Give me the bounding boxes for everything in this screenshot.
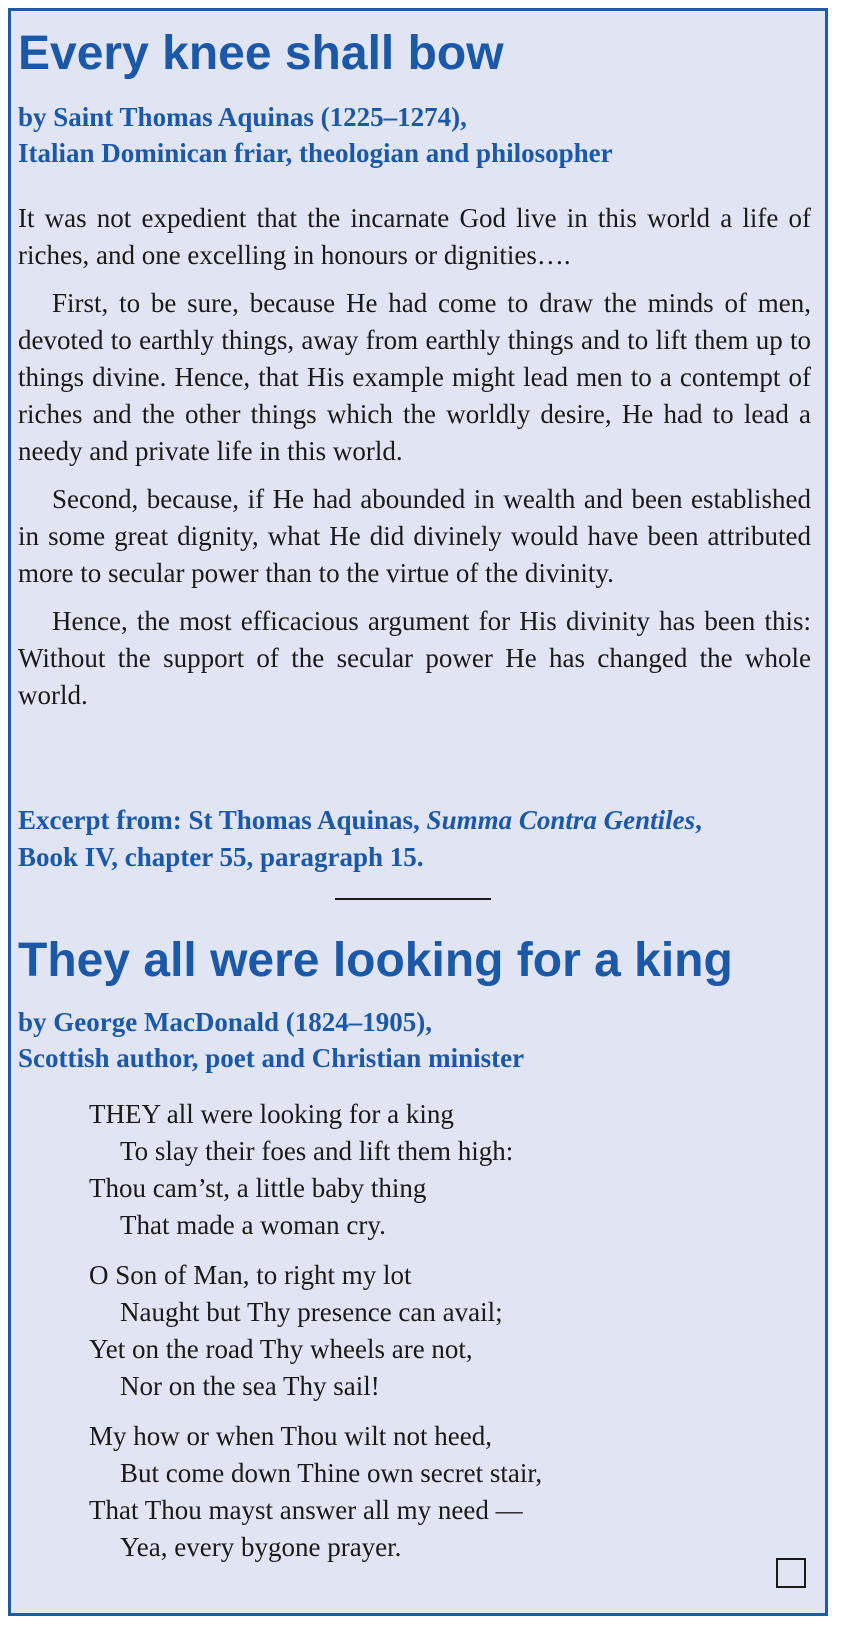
- paragraph: Hence, the most efficacious argument for His divinity has been this: Without the support of the secular power He has changed the whole world.: [18, 606, 811, 710]
- excerpt-prefix: Excerpt from: St Thomas Aquinas,: [18, 805, 427, 835]
- paragraph: Second, because, if He had abounded in wealth and been established in some great dignity, what He did divinely would have been attributed more to secular power than to the virtue of the divinity.: [18, 484, 811, 588]
- poem-stanza: [89, 1096, 542, 1244]
- article1-byline-desc: Italian Dominican friar, theologian and philosopher: [18, 138, 613, 168]
- end-mark-icon: [776, 1558, 806, 1588]
- excerpt-work-title: Summa Contra Gentiles: [426, 805, 696, 835]
- poem-line: Yea, every bygone prayer.: [120, 1532, 402, 1562]
- section-divider: [335, 898, 491, 900]
- excerpt-citation: [18, 802, 702, 876]
- article1-title: Every knee shall bow: [18, 27, 504, 80]
- poem: [89, 1096, 542, 1579]
- poem-line: O Son of Man, to right my lot: [89, 1260, 412, 1290]
- poem-line: THEY all were looking for a king: [89, 1099, 454, 1129]
- poem-line: Naught but Thy presence can avail;: [120, 1297, 503, 1327]
- paragraph: It was not expedient that the incarnate God live in this world a life of riches, and one excelling in honours or dignities….: [18, 203, 811, 270]
- poem-line: That made a woman cry.: [120, 1210, 386, 1240]
- poem-line: Thou cam’st, a little baby thing: [89, 1173, 427, 1203]
- excerpt-reference: Book IV, chapter 55, paragraph 15.: [18, 842, 424, 872]
- poem-line: But come down Thine own secret stair,: [120, 1458, 543, 1488]
- poem-stanza: [89, 1418, 542, 1566]
- article2-byline-desc: Scottish author, poet and Christian minister: [18, 1043, 525, 1073]
- article2-title: They all were looking for a king: [18, 934, 733, 987]
- poem-line: My how or when Thou wilt not heed,: [89, 1421, 492, 1451]
- excerpt-suffix: ,: [695, 805, 702, 835]
- poem-line: To slay their foes and lift them high:: [120, 1136, 514, 1166]
- article2-byline-name: by George MacDonald (1824–1905),: [18, 1007, 432, 1037]
- poem-line: That Thou mayst answer all my need —: [89, 1495, 523, 1525]
- poem-stanza: [89, 1257, 542, 1405]
- poem-line: Nor on the sea Thy sail!: [120, 1371, 380, 1401]
- paragraph: First, to be sure, because He had come to draw the minds of men, devoted to earthly things, away from earthly things and to lift them up to things divine. Hence, that His example might lead men to a contempt of riches and the other things which the worldly desire, He had to lead a needy and private life in this world.: [18, 288, 811, 466]
- poem-line: Yet on the road Thy wheels are not,: [89, 1334, 473, 1364]
- article1-byline-name: by Saint Thomas Aquinas (1225–1274),: [18, 102, 467, 132]
- article1-body: [18, 200, 811, 725]
